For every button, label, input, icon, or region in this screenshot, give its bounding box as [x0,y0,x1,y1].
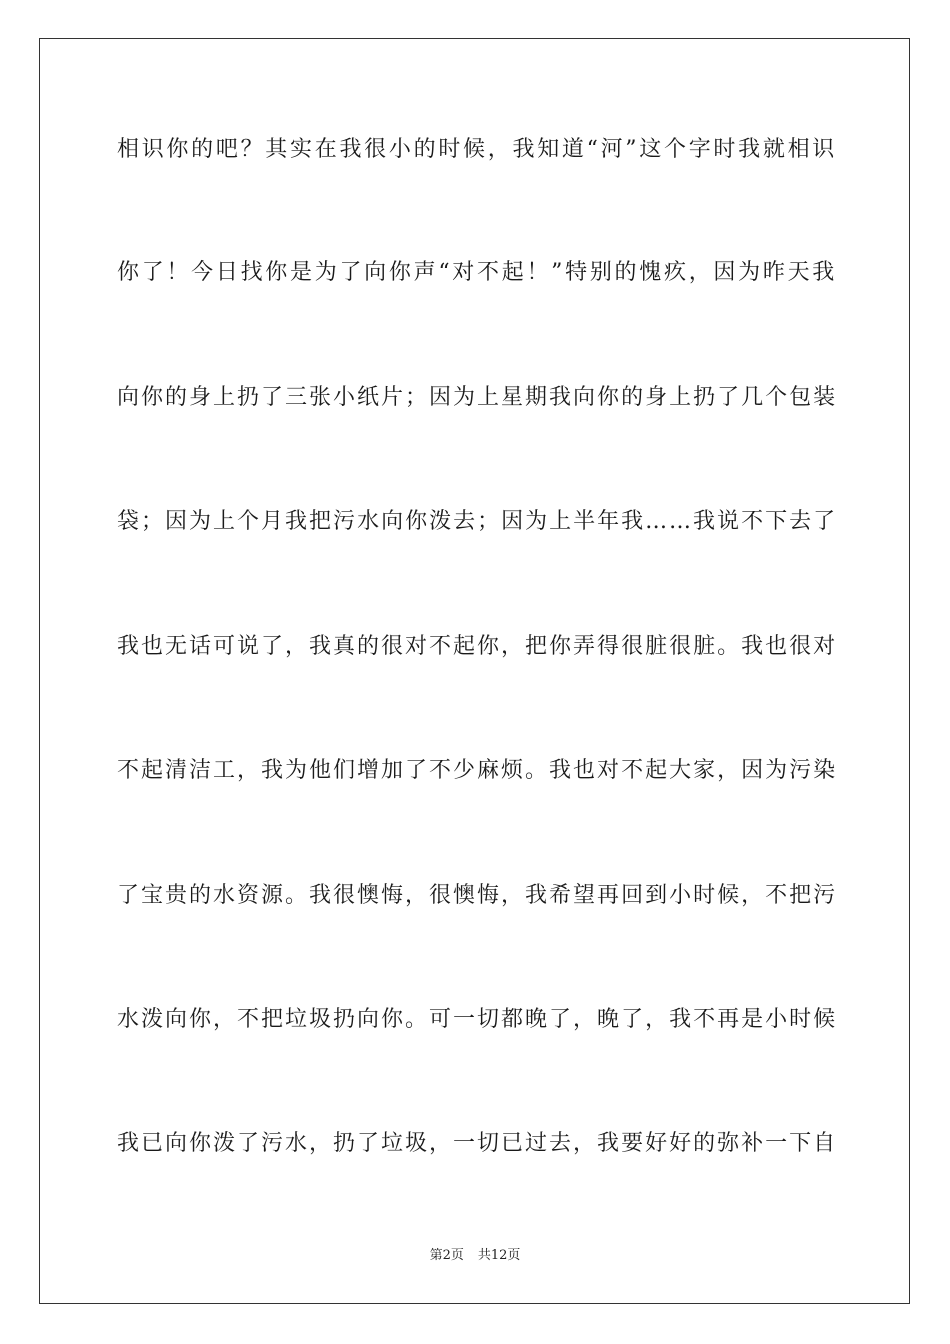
page-border [39,38,910,1304]
text-line: 我也无话可说了，我真的很对不起你，把你弄得很脏很脏。我也很对 [117,634,837,659]
page-number: 第2页 [429,1248,464,1263]
text-line: 相识你的吧？其实在我很小的时候，我知道“河”这个字时我就相识 [117,137,837,162]
text-line: 向你的身上扔了三张小纸片；因为上星期我向你的身上扔了几个包装 [117,385,837,410]
text-line: 了宝贵的水资源。我很懊悔，很懊悔，我希望再回到小时候，不把污 [117,883,837,908]
text-line: 你了！今日找你是为了向你声“对不起！”特别的愧疚，因为昨天我 [117,260,837,285]
text-line: 水泼向你，不把垃圾扔向你。可一切都晚了，晚了，我不再是小时候 [117,1007,837,1032]
text-line: 袋；因为上个月我把污水向你泼去；因为上半年我……我说不下去了 [117,509,837,534]
text-line: 我已向你泼了污水，扔了垃圾，一切已过去，我要好好的弥补一下自 [117,1131,837,1156]
text-line: 不起清洁工，我为他们增加了不少麻烦。我也对不起大家，因为污染 [117,758,837,783]
page-footer [0,1246,950,1266]
page-total: 共12页 [477,1248,521,1263]
